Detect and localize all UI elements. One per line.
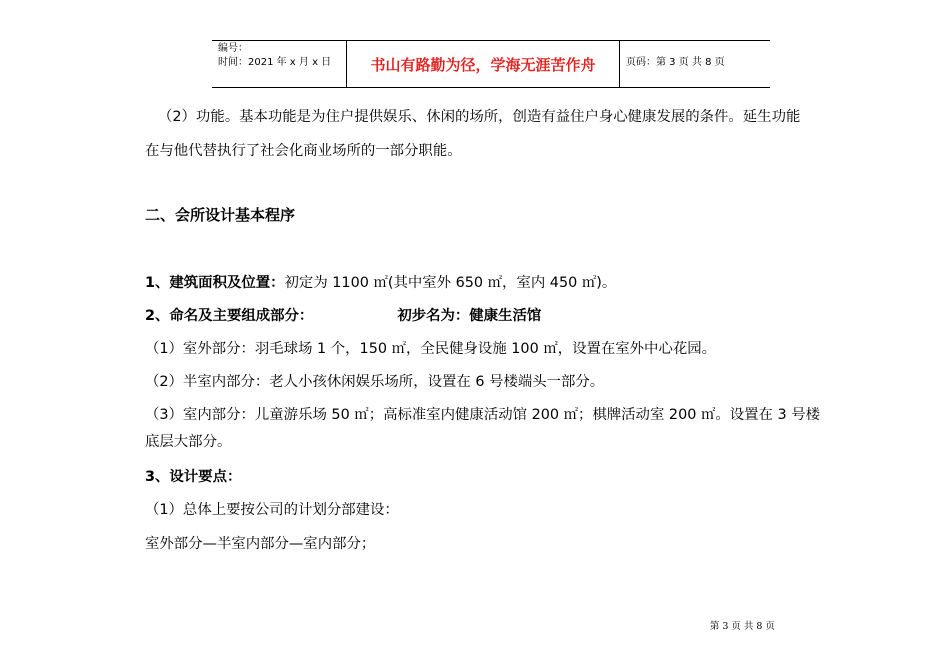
sub-item-outdoor: （1）室外部分：羽毛球场 1 个，150 ㎡，全民健身设施 100 ㎡，设置在室外中心花园。 bbox=[145, 341, 717, 357]
design-point-1: （1）总体上要按公司的计划分部建设： bbox=[145, 502, 399, 518]
item-design-points: 3、设计要点： bbox=[145, 469, 242, 485]
item-naming bbox=[145, 306, 541, 326]
item-building-area-label: 1、建筑面积及位置： bbox=[145, 275, 285, 291]
page-header bbox=[212, 40, 770, 88]
section-heading: 二、会所设计基本程序 bbox=[145, 206, 296, 224]
item-naming-name: 初步名为：健康生活馆 bbox=[397, 308, 542, 324]
sub-item-indoor-line2: 底层大部分。 bbox=[145, 434, 232, 450]
design-point-1-detail: 室外部分—半室内部分—室内部分； bbox=[145, 536, 376, 552]
header-meta-cell bbox=[212, 41, 347, 87]
header-page-cell bbox=[620, 41, 770, 87]
header-motto: 书山有路勤为径，学海无涯苦作舟 bbox=[370, 56, 596, 74]
document-number-label: 编号： bbox=[218, 43, 248, 54]
item-building-area bbox=[145, 273, 616, 293]
item-naming-label: 2、命名及主要组成部分： bbox=[145, 308, 314, 324]
header-motto-cell bbox=[347, 41, 620, 87]
header-page-info: 页码：第 3 页 共 8 页 bbox=[626, 57, 725, 68]
page-footer-number: 第 3 页 共 8 页 bbox=[709, 621, 775, 632]
sub-item-semi-indoor: （2）半室内部分：老人小孩休闲娱乐场所，设置在 6 号楼端头一部分。 bbox=[145, 374, 605, 390]
paragraph-function-line2: 在与他代替执行了社会化商业场所的一部分职能。 bbox=[145, 143, 462, 159]
document-time-label: 时间：2021 年 x 月 x 日 bbox=[218, 57, 332, 68]
paragraph-function-line1: （2）功能。基本功能是为住户提供娱乐、休闲的场所，创造有益住户身心健康发展的条件。延生功能 bbox=[158, 109, 801, 125]
sub-item-indoor-line1: （3）室内部分：儿童游乐场 50 ㎡；高标准室内健康活动馆 200 ㎡；棋牌活动室 200 ㎡。设置在 3 号楼 bbox=[145, 407, 820, 423]
item-building-area-text: 初定为 1100 ㎡(其中室外 650 ㎡，室内 450 ㎡)。 bbox=[284, 275, 617, 291]
